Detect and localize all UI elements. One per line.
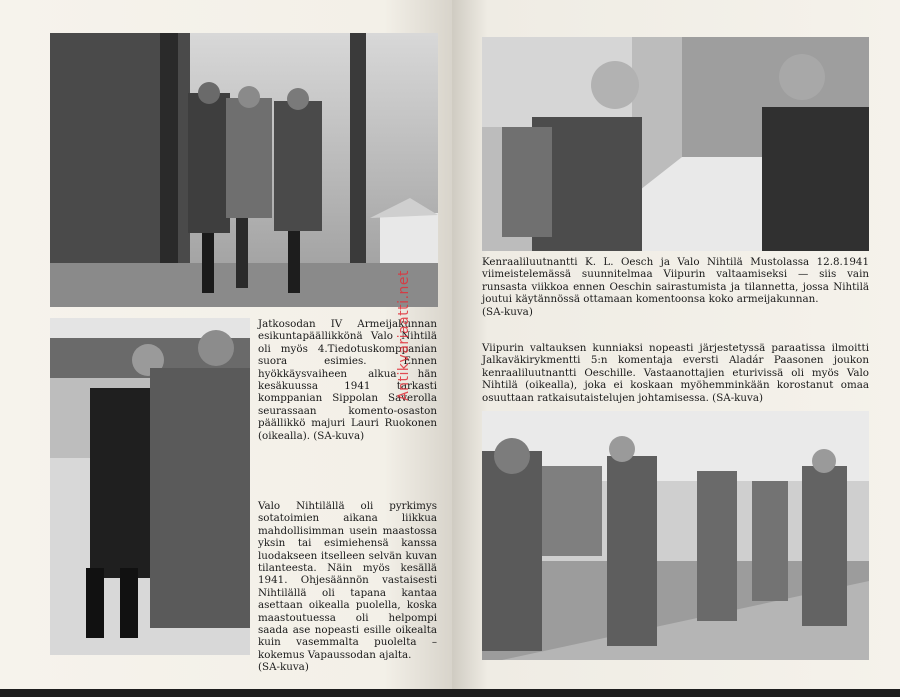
- photo-caption-4: [482, 342, 869, 404]
- book-bottom-edge: [0, 689, 900, 697]
- officers-at-map-table-photo: [482, 37, 869, 251]
- caption-text: Kenraaliluutnantti K. L. Oesch ja Valo Nihtilä Mustolassa 12.8.1941 viimeistelemässä suunnitelmaa Viipurin valtaamiseksi — siis vain runsasta viikkoa ennen Oeschin sairastumista ja tilannetta, jossa Nihtilä joutui käytännössä ottamaan komentoonsa koko armeijakunnan.: [482, 256, 869, 306]
- caption-text: Valo Nihtilällä oli pyrkimys sotatoimien aikana liikkua mahdollisimman usein maastossa yksin tai esimiehensä kanssa luodakseen itselleen selvän kuvan tilanteesta. Näin myös kesällä 1941. Ohjesäännön vastaisesti Nihtilällä oli tapana kantaa asettaan oikealla puolella, koska maastoutuessa oli helpompi saada ase nopeasti esille oikealta kuin vasemmalta puolelta – kokemus Vapaussodan ajalta.: [258, 500, 437, 661]
- caption-text: Viipurin valtauksen kunniaksi nopeasti järjestetyssä paraatissa ilmoitti Jalkaväkirykmentti 5:n komentaja eversti Aladár Paasonen joukon kenraaliluutnantti Oeschille. Vastaanottajien eturivissä oli myös Valo Nihtilä (oikealla), joka ei koskaan myöhemminkään korostanut omaa osuuttaan ratkaisutaistelujen johtamisessa. (SA-kuva): [482, 342, 869, 404]
- caption-credit: (SA-kuva): [258, 661, 309, 674]
- photo-caption-3: [482, 256, 869, 318]
- left-page: [0, 0, 452, 689]
- three-officers-in-forest-photo: [50, 33, 438, 307]
- photo-caption-2: [258, 500, 437, 674]
- caption-text: Jatkosodan IV Armeijakunnan esikuntapäällikkönä Valo Nihtilä oli myös 4.Tiedotuskomppanian suora esimies. Ennen hyökkäysvaiheen alkua hän kesäkuussa 1941 tarkasti komppanian Sippolan Saverolla seurassaan komento-osaston päällikkö majuri Lauri Ruokonen (oikealla). (SA-kuva): [258, 318, 437, 442]
- caption-credit: (SA-kuva): [482, 305, 533, 318]
- right-page: [452, 0, 900, 689]
- two-officers-standing-photo: [50, 318, 250, 655]
- handshake-parade-photo: [482, 411, 869, 660]
- watermark-text: Antikvariaatti.net: [396, 270, 412, 401]
